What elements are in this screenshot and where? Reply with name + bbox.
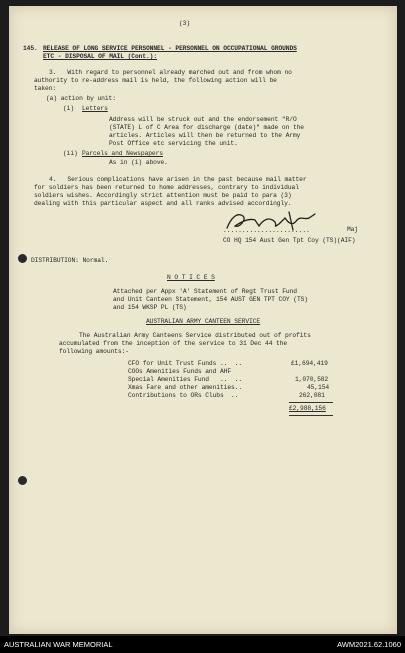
- canteen-intro: following amounts:-: [59, 348, 129, 355]
- canteen-heading: AUSTRALIAN ARMY CANTEEN SERVICE: [146, 318, 261, 325]
- footer-left: AUSTRALIAN WAR MEMORIAL: [4, 640, 113, 649]
- document-page: [9, 6, 397, 634]
- notices-line: and Unit Canteen Statement, 154 AUST GEN TPT COY (TS): [113, 296, 308, 303]
- amount-label: Xmas Fare and other amenities..: [128, 384, 243, 391]
- distribution: DISTRIBUTION: Normal.: [31, 257, 109, 264]
- footer-right: AWM2021.62.1060: [337, 640, 401, 649]
- amount-value: 262,081: [299, 392, 325, 399]
- canteen-intro: The Australian Army Canteens Service distributed out of profits: [79, 332, 311, 339]
- section-title-line1: RELEASE OF LONG SERVICE PERSONNEL - PERSONNEL ON OCCUPATIONAL GROUNDS: [43, 45, 297, 52]
- amount-value: 1,070,582: [295, 376, 329, 383]
- amount-total: £2,988,156: [289, 405, 326, 412]
- item-ii-heading: Parcels and Newspapers: [82, 150, 163, 157]
- signature-unit: CO HQ 154 Aust Gen Tpt Coy (TS)(AIF): [223, 237, 356, 244]
- amount-label: Contributions to ORs Clubs ..: [128, 392, 239, 399]
- punch-hole: [18, 476, 27, 485]
- item-i-line: Address will be struck out and the endorsement "R/O: [109, 116, 297, 123]
- item-i-line: (STATE) L of C Area for discharge (date)" made on the: [109, 124, 304, 131]
- para3-line: authority to re-address mail is held, the following action will be: [34, 77, 277, 84]
- amount-value: £1,694,419: [291, 360, 328, 367]
- signature-rank: Maj: [347, 226, 359, 233]
- notices-line: Attached per Appx 'A' Statement of Regt Trust Fund: [113, 288, 297, 295]
- item-i-label: (i): [63, 105, 75, 112]
- para3-line: 3. With regard to personnel already marched out and from whom no: [49, 69, 292, 76]
- para4-line: soldiers wishes. Accordingly strict attention must be paid to para (3): [34, 192, 292, 199]
- notices-heading: N O T I C E S: [167, 274, 215, 281]
- item-i-line: articles. Articles will then be returned to the Army: [109, 132, 301, 139]
- amount-value: 45,154: [307, 384, 330, 391]
- notices-line: and 154 WKSP PL (TS): [113, 304, 187, 311]
- item-i-heading: Letters: [82, 105, 108, 112]
- punch-hole: [18, 254, 27, 263]
- item-i-line: Post Office etc servicing the unit.: [109, 140, 238, 147]
- canteen-intro: accumulated from the inception of the service to 31 Dec 44 the: [59, 340, 288, 347]
- item-ii-text: As in (i) above.: [109, 159, 168, 166]
- amount-label: COOs Amenities Funds and AHF: [128, 368, 232, 375]
- section-title-line2: ETC - DISPOSAL OF MAIL (Cont.):: [43, 53, 158, 60]
- para4-line: 4. Serious complications have arisen in the past because mail matter: [49, 176, 307, 183]
- item-ii-label: (ii): [63, 150, 78, 157]
- page-number: (3): [179, 20, 191, 27]
- archive-footer: [0, 636, 405, 653]
- para4-line: for soldiers has been returned to home addresses, contrary to individual: [34, 184, 299, 191]
- para4-line: dealing with this particular aspect and all ranks advised accordingly.: [34, 200, 292, 207]
- amount-label: Special Amenities Fund .. ..: [128, 376, 243, 383]
- total-rule: [289, 402, 333, 403]
- total-double-rule: [289, 415, 333, 416]
- section-number: 145.: [23, 45, 38, 52]
- amount-label: CFO for Unit Trust Funds .. ..: [128, 360, 243, 367]
- para3-action: (a) action by unit:: [46, 95, 116, 102]
- para3-line: taken:: [34, 85, 57, 92]
- signature-dotted-line: .......................: [223, 227, 310, 234]
